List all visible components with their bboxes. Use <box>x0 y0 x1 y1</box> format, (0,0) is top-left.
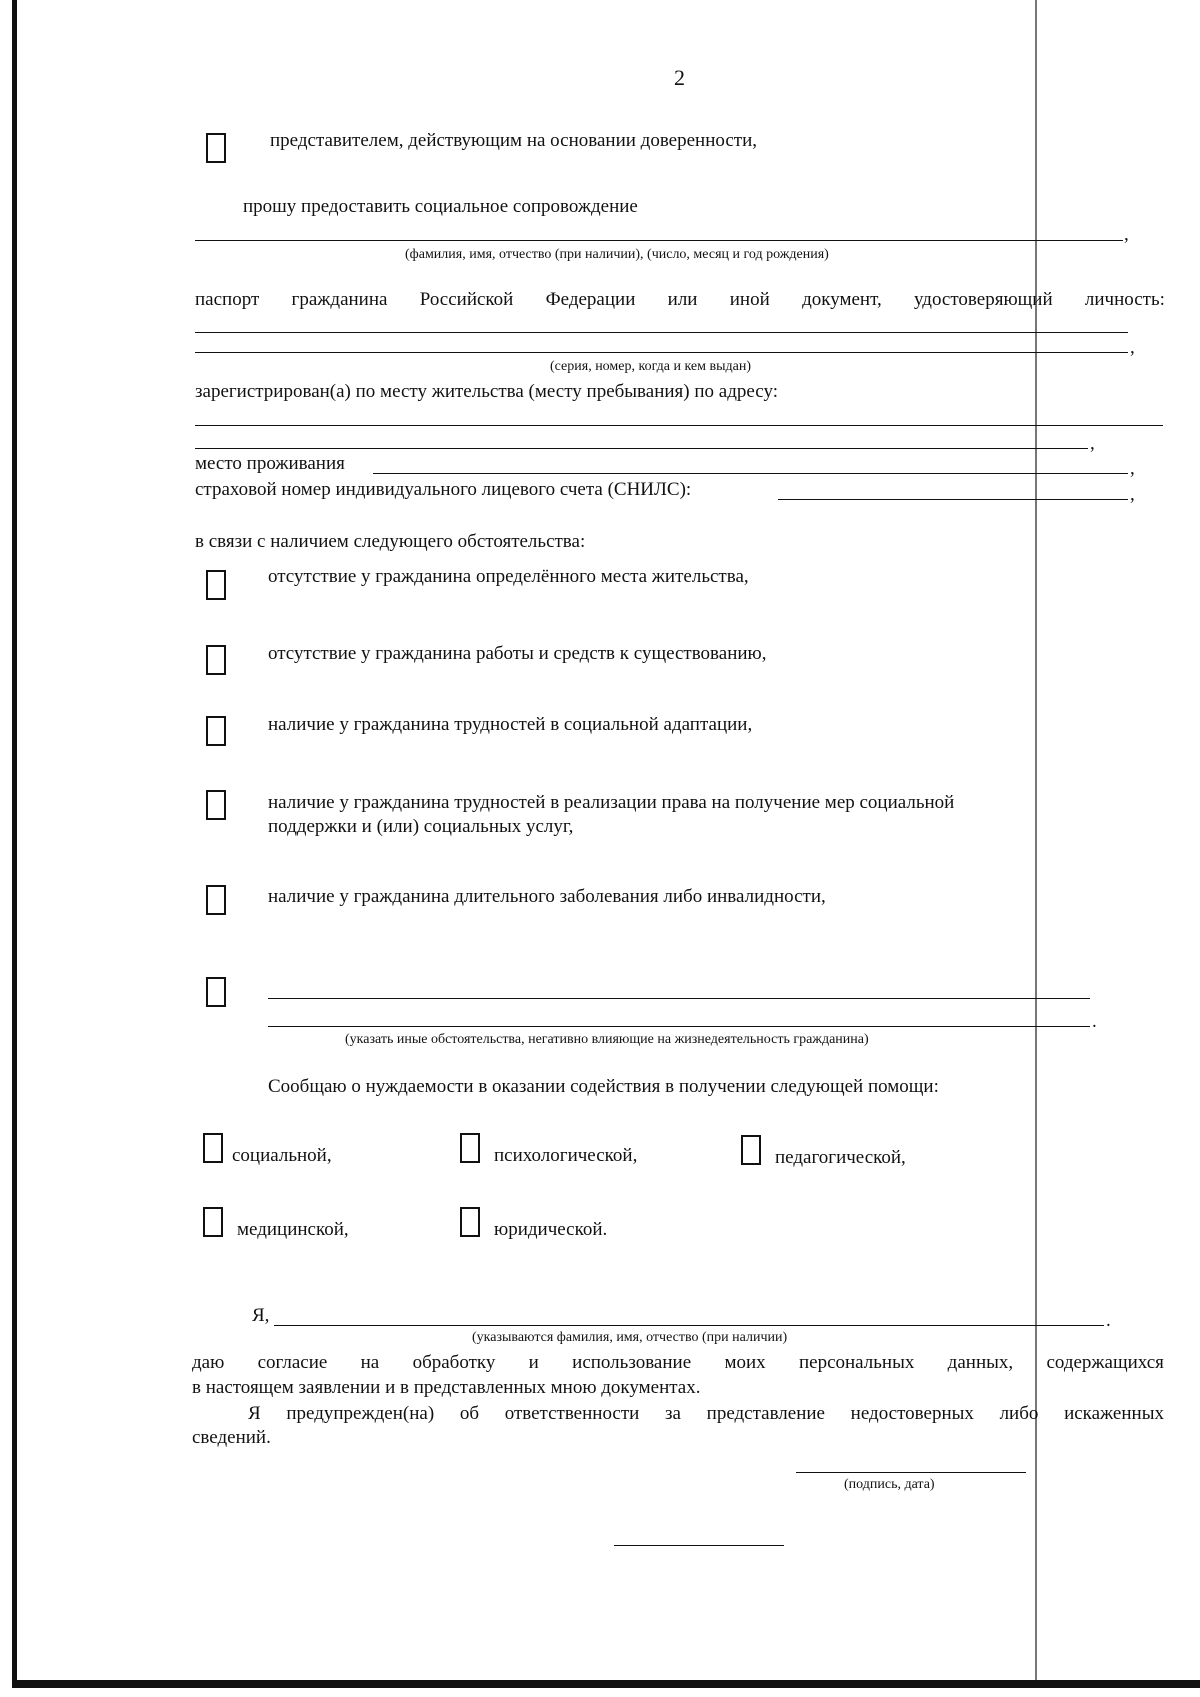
checkbox-no-work[interactable] <box>206 645 226 675</box>
representative-option-label: представителем, действующим на основании доверенности, <box>270 130 758 151</box>
consent-line-1: даю согласие на обработку и использование моих персональных данных, содержащихся <box>192 1352 1164 1373</box>
snils-field[interactable] <box>778 499 1128 500</box>
consent-fio-hint: (указываются фамилия, имя, отчество (при наличии) <box>472 1330 788 1345</box>
other-circumstances-line-2[interactable] <box>268 1026 1090 1027</box>
checkbox-assistance-medical[interactable] <box>203 1207 223 1237</box>
checkbox-assistance-social[interactable] <box>203 1133 223 1163</box>
circumstance-no-residence: отсутствие у гражданина определённого места жительства, <box>268 566 749 587</box>
assistance-medical-label: медицинской, <box>237 1219 349 1240</box>
assistance-psychological-label: психологической, <box>494 1145 638 1166</box>
assistance-legal-label: юридической. <box>494 1219 608 1240</box>
residence-comma: , <box>1130 458 1135 479</box>
checkbox-representative[interactable] <box>206 133 226 163</box>
snils-label: страховой номер индивидуального лицевого счета (СНИЛС): <box>195 479 692 500</box>
passport-field-line-1[interactable] <box>195 332 1128 333</box>
warning-line-1: Я предупрежден(на) об ответственности за представление недостоверных либо искаженных <box>248 1403 1164 1424</box>
consent-line-2: в настоящем заявлении и в представленных мною документах. <box>192 1377 701 1398</box>
consent-prefix: Я, <box>252 1305 270 1326</box>
fio-birth-field[interactable] <box>195 240 1123 241</box>
registered-label: зарегистрирован(а) по месту жительства (месту пребывания) по адресу: <box>195 381 778 402</box>
warning-line-2: сведений. <box>192 1427 271 1448</box>
checkbox-assistance-psychological[interactable] <box>460 1133 480 1163</box>
consent-fio-field[interactable] <box>274 1325 1104 1326</box>
checkbox-other-circumstances[interactable] <box>206 977 226 1007</box>
closing-rule <box>614 1545 784 1546</box>
signature-hint: (подпись, дата) <box>844 1477 935 1492</box>
passport-field-line-2[interactable] <box>195 352 1128 353</box>
scan-artifact-line <box>1035 0 1037 1680</box>
checkbox-social-support[interactable] <box>206 790 226 820</box>
circumstance-social-support-line-1: наличие у гражданина трудностей в реализации права на получение мер социальной <box>268 792 955 813</box>
fio-birth-comma: , <box>1124 224 1129 245</box>
passport-comma: , <box>1130 337 1135 358</box>
fio-birth-hint: (фамилия, имя, отчество (при наличии), (число, месяц и год рождения) <box>405 247 829 262</box>
circumstance-no-work: отсутствие у гражданина работы и средств к существованию, <box>268 643 767 664</box>
registered-address-line-1[interactable] <box>195 425 1163 426</box>
circumstance-illness-disability: наличие у гражданина длительного заболевания либо инвалидности, <box>268 886 826 907</box>
consent-fio-period: . <box>1106 1310 1111 1331</box>
page-number: 2 <box>674 65 685 90</box>
registered-comma: , <box>1090 433 1095 454</box>
circumstance-social-support-line-2: поддержки и (или) социальных услуг, <box>268 816 574 837</box>
signature-field[interactable] <box>796 1472 1026 1473</box>
registered-address-line-2[interactable] <box>195 448 1088 449</box>
checkbox-social-adaptation[interactable] <box>206 716 226 746</box>
assistance-social-label: социальной, <box>232 1145 332 1166</box>
request-text: прошу предоставить социальное сопровождение <box>243 196 638 217</box>
other-circumstances-hint: (указать иные обстоятельства, негативно влияющие на жизнедеятельность гражданина) <box>345 1032 869 1047</box>
passport-label: паспорт гражданина Российской Федерации или иной документ, удостоверяющий личность: <box>195 289 1165 310</box>
residence-label: место проживания <box>195 453 345 474</box>
passport-hint: (серия, номер, когда и кем выдан) <box>550 359 751 374</box>
residence-field[interactable] <box>373 473 1128 474</box>
scan-border-bottom <box>12 1680 1200 1688</box>
checkbox-assistance-pedagogical[interactable] <box>741 1135 761 1165</box>
assistance-pedagogical-label: педагогической, <box>775 1147 906 1168</box>
checkbox-assistance-legal[interactable] <box>460 1207 480 1237</box>
snils-comma: , <box>1130 484 1135 505</box>
checkbox-no-residence[interactable] <box>206 570 226 600</box>
other-circumstances-line-1[interactable] <box>268 998 1090 999</box>
assistance-heading: Сообщаю о нуждаемости в оказании содействия в получении следующей помощи: <box>268 1076 939 1097</box>
other-circumstances-period: . <box>1092 1011 1097 1032</box>
checkbox-illness-disability[interactable] <box>206 885 226 915</box>
circumstance-social-adaptation: наличие у гражданина трудностей в социальной адаптации, <box>268 714 753 735</box>
circumstances-heading: в связи с наличием следующего обстоятельства: <box>195 531 586 552</box>
scan-border-left <box>12 0 17 1685</box>
